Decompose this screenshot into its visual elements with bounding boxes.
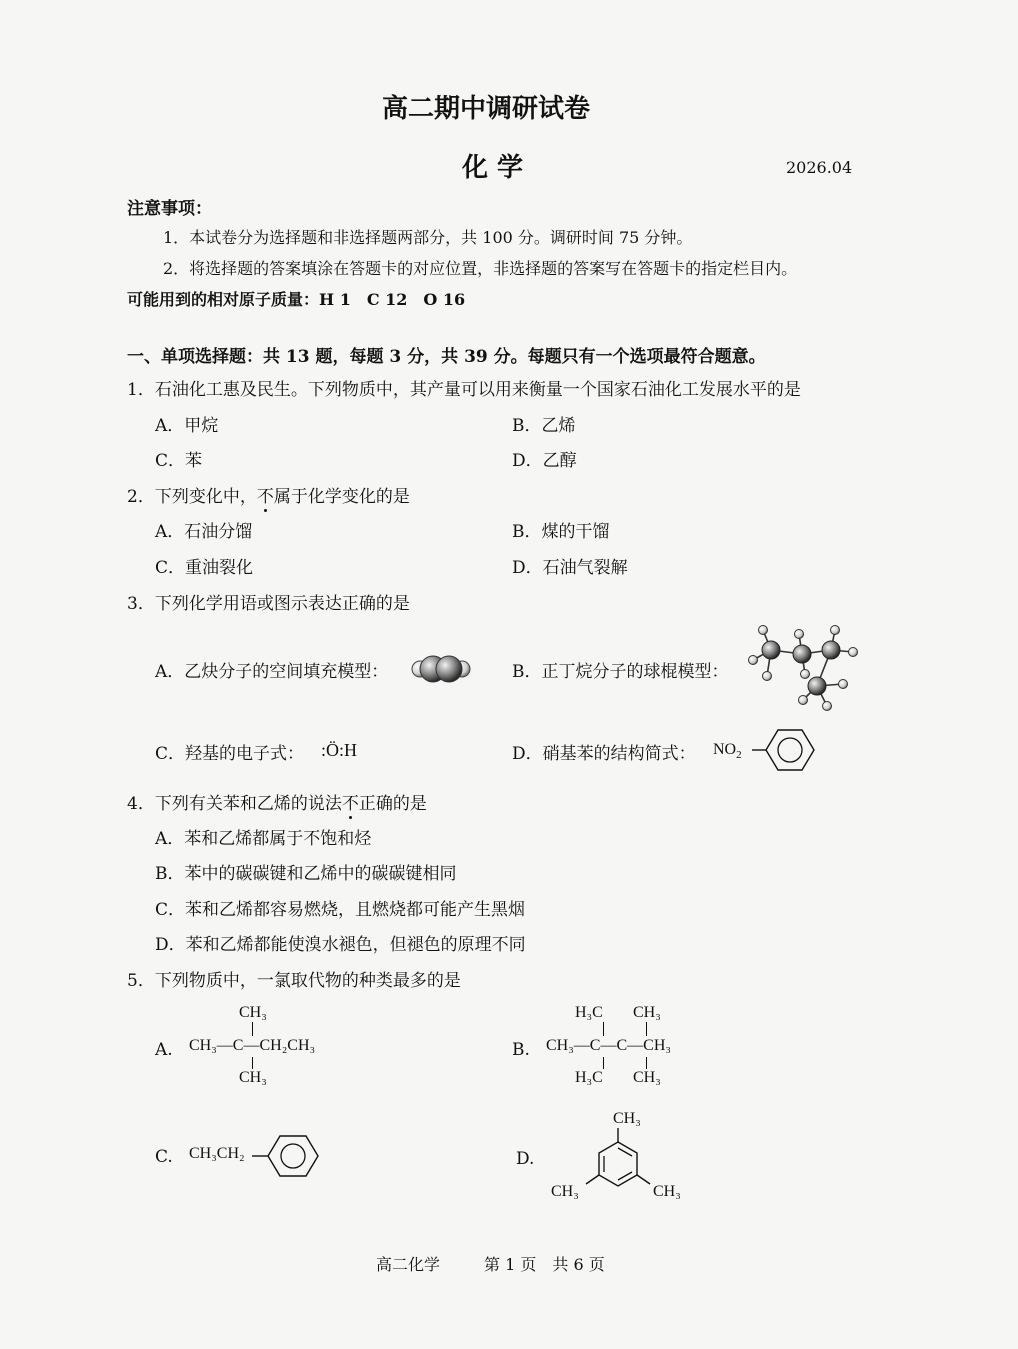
q1-option-c[interactable]: C．苯 — [155, 451, 203, 471]
h-atom — [801, 670, 810, 679]
h-atom — [799, 696, 808, 705]
q4-stem-post: 正确的是 — [358, 794, 427, 814]
h-atom — [763, 672, 772, 681]
q3-option-c[interactable]: C．羟基的电子式： — [155, 744, 305, 764]
q1-option-a[interactable]: A．甲烷 — [155, 416, 219, 436]
q5d-right-methyl: CH₃ — [653, 1183, 681, 1200]
nitrobenzene-ring — [752, 726, 818, 776]
h-atom — [831, 626, 840, 635]
q2-option-d[interactable]: D．石油气裂解 — [512, 558, 628, 578]
c-atom — [762, 641, 780, 659]
q4-stem-pre: 4．下列有关苯和乙烯的说法 — [127, 794, 342, 814]
q2-emphasis-mark: 不 — [257, 482, 274, 507]
q5-option-b[interactable]: B. — [512, 1040, 530, 1060]
q5b-bond-down-1 — [603, 1057, 604, 1069]
q4-option-c[interactable]: C．苯和乙烯都容易燃烧，且燃烧都可能产生黑烟 — [155, 900, 526, 920]
h-atom — [795, 630, 804, 639]
q5a-bottom-methyl: CH₃ — [239, 1069, 267, 1086]
q5-stem: 5．下列物质中，一氯取代物的种类最多的是 — [127, 971, 461, 991]
notice-heading: 注意事项： — [127, 199, 212, 219]
hydroxyl-electron-formula: :Ö:H — [321, 740, 357, 760]
c-atom — [808, 677, 826, 695]
q5b-bond-up-2 — [646, 1022, 647, 1036]
q5d-mesitylene-ring — [578, 1128, 658, 1200]
q5b-bottom-left-methyl: H₃C — [575, 1069, 603, 1086]
q5-option-a[interactable]: A. — [155, 1040, 173, 1060]
q5c-ethyl-group: CH₃CH₂ — [189, 1145, 245, 1162]
q5b-bottom-right-methyl: CH₃ — [633, 1069, 661, 1086]
q4-emphasis-mark: 不 — [342, 789, 359, 814]
q1-stem: 1．石油化工惠及民生。下列物质中，其产量可以用来衡量一个国家石油化工发展水平的是 — [127, 380, 801, 400]
q4-option-d[interactable]: D．苯和乙烯都能使溴水褪色，但褪色的原理不同 — [155, 935, 526, 955]
h-atom — [823, 702, 832, 711]
c-atom — [793, 645, 811, 663]
q1-option-b[interactable]: B．乙烯 — [512, 416, 576, 436]
q5d-left-methyl: CH₃ — [551, 1183, 579, 1200]
q3-option-a[interactable]: A．乙炔分子的空间填充模型： — [155, 662, 389, 682]
subject-title: 化 学 — [462, 153, 524, 183]
exam-title: 高二期中调研试卷 — [382, 94, 591, 124]
q5b-bond-up-1 — [603, 1022, 604, 1036]
q5a-main-chain: CH₃—C—CH₂CH₃ — [189, 1037, 316, 1054]
notice-item-1: 1．本试卷分为选择题和非选择题两部分，共 100 分。调研时间 75 分钟。 — [163, 228, 693, 247]
q5d-top-methyl: CH₃ — [613, 1110, 641, 1127]
exam-date: 2026.04 — [786, 158, 853, 177]
q3-option-d[interactable]: D．硝基苯的结构简式： — [512, 744, 696, 764]
c-atom-sphere — [436, 656, 462, 682]
notice-item-2: 2．将选择题的答案填涂在答题卡的对应位置，非选择题的答案写在答题卡的指定栏目内。 — [163, 259, 798, 278]
q5b-bond-down-2 — [646, 1057, 647, 1069]
q1-option-d[interactable]: D．乙醇 — [512, 451, 577, 471]
q5b-top-left-methyl: H₃C — [575, 1004, 603, 1021]
q5a-bond-up — [252, 1022, 253, 1036]
c-atom — [822, 641, 840, 659]
q2-stem-pre: 2．下列变化中， — [127, 487, 257, 507]
h-atom — [849, 648, 858, 657]
acetylene-space-filling-model — [410, 652, 472, 686]
h-atom — [749, 656, 758, 665]
section-heading: 一、单项选择题：共 13 题，每题 3 分，共 39 分。每题只有一个选项最符合题意。 — [127, 347, 766, 367]
q4-option-a[interactable]: A．苯和乙烯都属于不饱和烃 — [155, 829, 372, 849]
q3-option-b[interactable]: B．正丁烷分子的球棍模型： — [512, 662, 729, 682]
footer-subject: 高二化学 — [376, 1255, 441, 1274]
h-atom — [839, 680, 848, 689]
q5-option-c[interactable]: C. — [155, 1147, 173, 1167]
q2-stem — [127, 482, 410, 507]
q2-option-b[interactable]: B．煤的干馏 — [512, 522, 610, 542]
nitro-no: NO — [713, 741, 737, 758]
q2-option-a[interactable]: A．石油分馏 — [155, 522, 253, 542]
q5b-top-right-methyl: CH₃ — [633, 1004, 661, 1021]
q5b-main-chain: CH₃—C—C—CH₃ — [546, 1037, 671, 1054]
q4-stem — [127, 789, 427, 814]
q5a-top-methyl: CH₃ — [239, 1004, 267, 1021]
q2-option-c[interactable]: C．重油裂化 — [155, 558, 254, 578]
nitro-group-label — [713, 741, 742, 761]
q2-stem-post: 属于化学变化的是 — [273, 487, 410, 507]
nitro-subscript: 2 — [736, 749, 742, 762]
atomic-mass-line: 可能用到的相对原子质量：H 1 C 12 O 16 — [127, 290, 466, 309]
footer-page-number: 第 1 页 共 6 页 — [484, 1255, 605, 1274]
h-atom — [759, 626, 768, 635]
q5-option-d[interactable]: D. — [516, 1149, 535, 1169]
q5c-benzene-ring — [252, 1132, 322, 1182]
butane-ball-stick-model — [745, 622, 863, 714]
q3-stem: 3．下列化学用语或图示表达正确的是 — [127, 594, 410, 614]
q4-option-b[interactable]: B．苯中的碳碳键和乙烯中的碳碳键相同 — [155, 864, 457, 884]
q5a-bond-down — [252, 1057, 253, 1069]
